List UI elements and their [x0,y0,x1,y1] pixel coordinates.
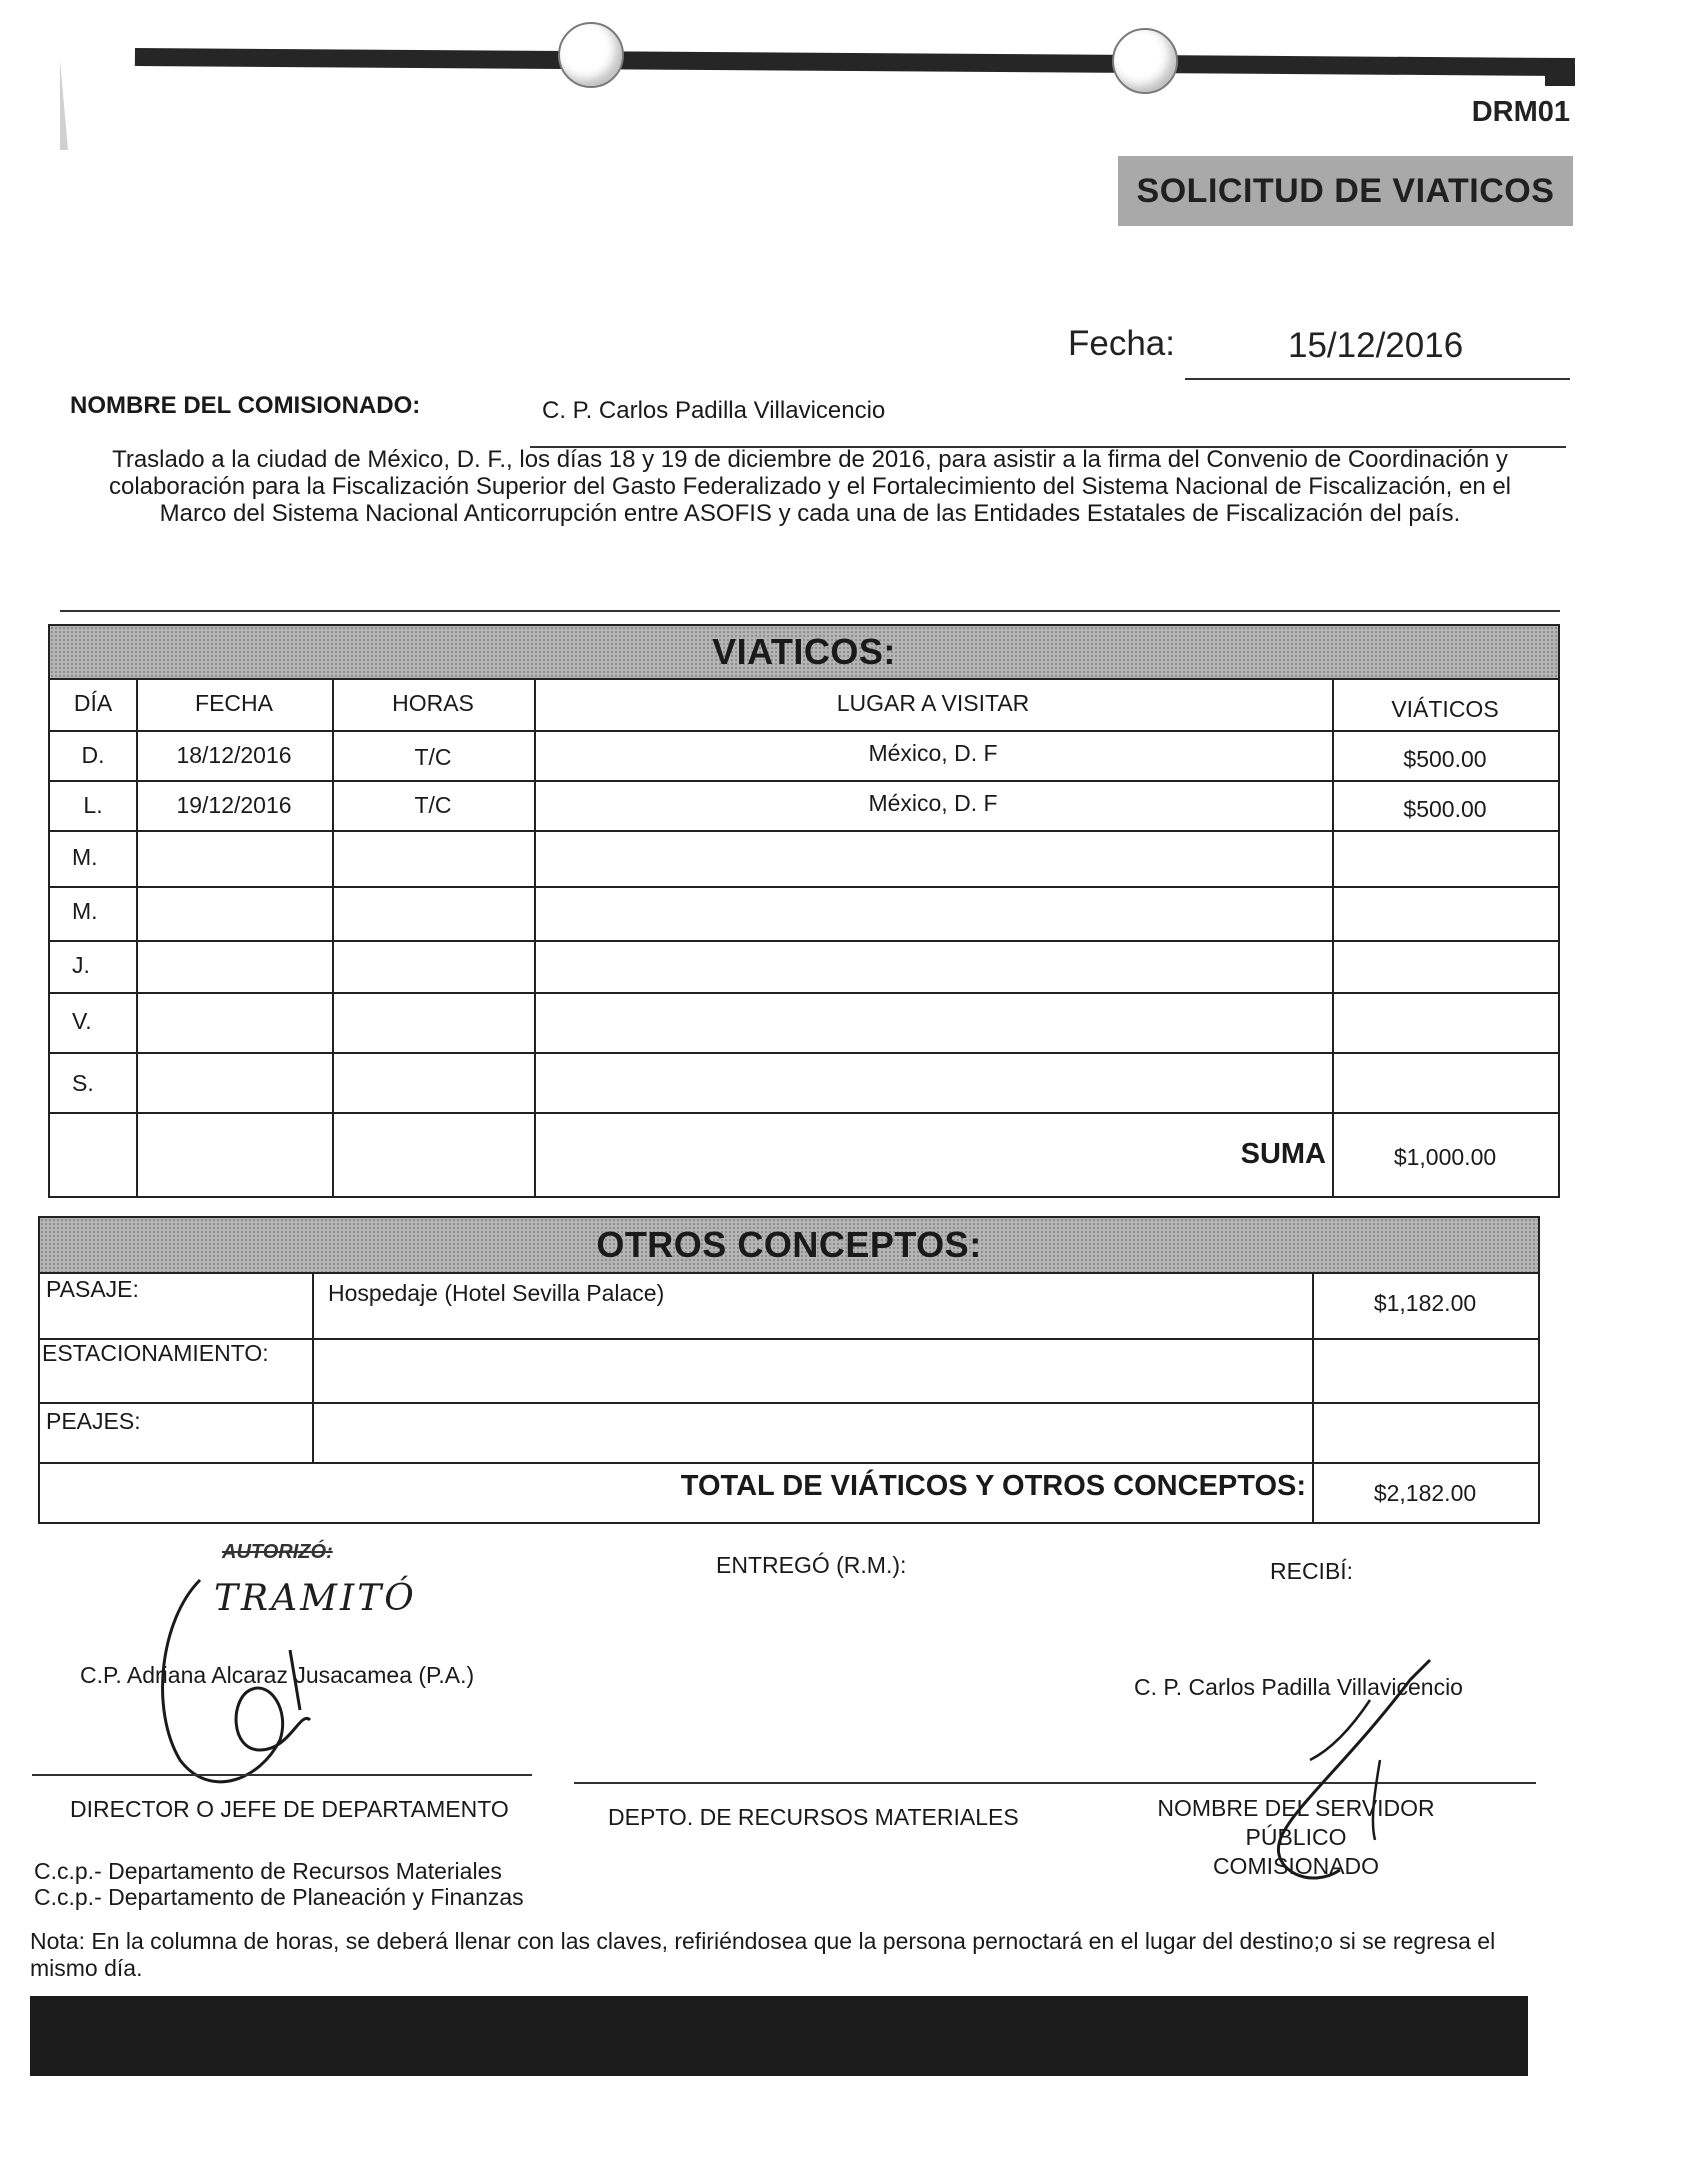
row-2-viaticos: $500.00 [1403,796,1487,822]
director-name: C.P. Adriana Alcaraz Jusacamea (P.A.) [80,1662,475,1688]
comisionado-label: NOMBRE DEL COMISIONADO: [70,392,421,419]
estacionamiento-label: ESTACIONAMIENTO: [42,1340,269,1366]
col-divider [312,1272,314,1462]
ccp-item: C.c.p.- Departamento de Recursos Materiales [34,1858,502,1884]
row-1-lugar: México, D. F [868,740,998,766]
form-title-box [1118,156,1573,226]
ccp-list [34,1858,524,1910]
director-signature-line [32,1774,532,1776]
otros-title-bar [40,1218,1538,1272]
row-1-fecha: 18/12/2016 [176,742,292,768]
tramito-handwritten: TRAMITÓ [214,1578,417,1619]
viaticos-table [48,624,1560,1198]
viaticos-title: VIATICOS: [712,631,896,672]
pasaje-label: PASAJE: [46,1276,139,1302]
entrego-label: ENTREGÓ (R.M.): [716,1552,907,1578]
fecha-value: 15/12/2016 [1288,326,1464,365]
ccp-item: C.c.p.- Departamento de Planeación y Finanzas [34,1884,524,1910]
recibi-title [1116,1794,1476,1881]
page-corner-fold [60,60,68,150]
suma-label: SUMA [1240,1138,1326,1170]
top-binder-bar-end [1545,64,1575,86]
pasaje-amount: $1,182.00 [1373,1290,1477,1316]
form-title: SOLICITUD DE VIATICOS [1136,171,1555,210]
total-value: $2,182.00 [1373,1480,1477,1506]
header-viaticos: VIÁTICOS [1391,696,1499,722]
row-6-dia: V. [72,1008,92,1034]
header-dia: DÍA [73,690,113,716]
nota-text: Nota: En la columna de horas, se deberá llenar con las claves, refiriéndosea que la persona pernoctará en el lugar del destino;o si se regresa el mismo día. [30,1928,1496,1981]
row-2-fecha: 19/12/2016 [176,792,292,818]
otros-conceptos-table [38,1216,1540,1524]
row-4-dia: M. [72,898,98,924]
row-2-lugar: México, D. F [868,790,998,816]
viaticos-title-bar [50,626,1558,678]
row-7-dia: S. [72,1070,94,1096]
total-label: TOTAL DE VIÁTICOS Y OTROS CONCEPTOS: [680,1470,1306,1502]
row-1-horas: T/C [414,744,452,770]
recibi-name: C. P. Carlos Padilla Villavicencio [1134,1674,1463,1700]
row-2-dia: L. [83,792,103,818]
otros-title: OTROS CONCEPTOS: [596,1224,982,1265]
row-1-dia: D. [81,742,105,768]
peajes-label: PEAJES: [46,1408,141,1434]
comisionado-value: C. P. Carlos Padilla Villavicencio [542,397,886,424]
suma-value: $1,000.00 [1393,1144,1497,1170]
trip-description: Traslado a la ciudad de México, D. F., los días 18 y 19 de diciembre de 2016, para asistir a la firma del Convenio de Coordinación y colaboración para la Fiscalización Superior del Gasto Federalizado y el Fortalecimiento del Sistema Nacional de Fiscalización, en el Marco del Sistema Nacional Anticorrupción entre ASOFIS y cada una de las Entidades Estatales de Fiscalización del país. [108,446,1512,527]
row-2-horas: T/C [414,792,452,818]
recibi-title-line-1: NOMBRE DEL SERVIDOR PÚBLICO [1157,1795,1435,1850]
director-title: DIRECTOR O JEFE DE DEPARTAMENTO [70,1796,509,1822]
form-code: DRM01 [1471,96,1570,128]
recibi-label: RECIBÍ: [1270,1558,1354,1584]
header-lugar: LUGAR A VISITAR [836,690,1030,716]
autorizo-struck-label: AUTORIZÓ: [222,1541,333,1563]
pasaje-description: Hospedaje (Hotel Sevilla Palace) [328,1280,665,1306]
header-fecha: FECHA [195,690,273,716]
footer-binder-bar [30,1996,1528,2076]
punch-hole-left [558,22,624,88]
row-1-viaticos: $500.00 [1403,746,1487,772]
fecha-label: Fecha: [1068,324,1175,363]
rm-title: DEPTO. DE RECURSOS MATERIALES [608,1804,1019,1830]
top-binder-bar [135,48,1575,76]
punch-hole-right [1112,28,1178,94]
separator-line [60,610,1560,612]
row-3-dia: M. [72,844,98,870]
fecha-underline [1185,378,1570,380]
recibi-title-line-2: COMISIONADO [1212,1853,1380,1879]
header-horas: HORAS [392,690,474,716]
row-5-dia: J. [72,952,90,978]
